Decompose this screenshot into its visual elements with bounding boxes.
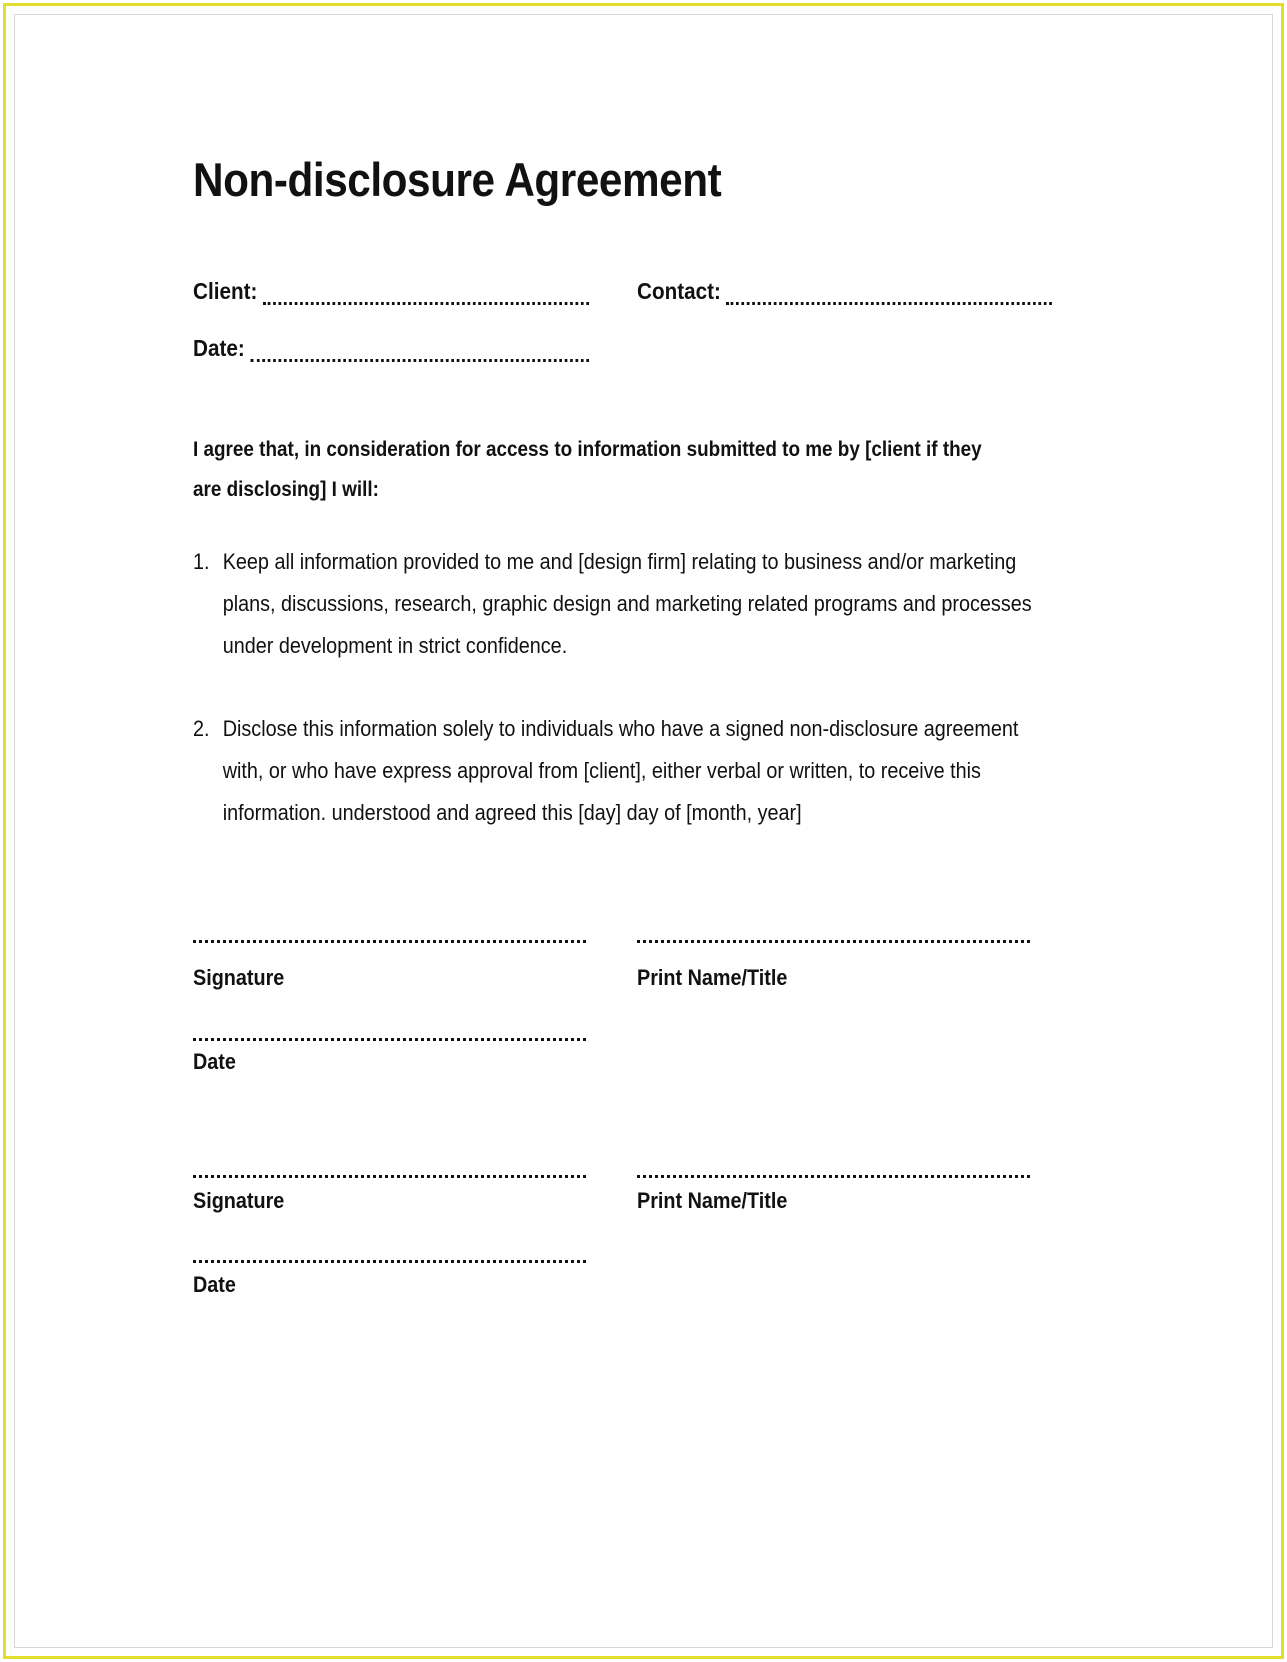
client-field[interactable] xyxy=(193,278,589,305)
print-name-line[interactable] xyxy=(637,1175,1030,1178)
print-name-label: Print Name/Title xyxy=(637,1188,788,1213)
intro-paragraph: I agree that, in consideration for access to information submitted to me by [client if they are disclosing] I will: xyxy=(193,438,982,501)
date-field[interactable] xyxy=(193,335,589,362)
list-item-number: 1. xyxy=(193,549,210,574)
client-label: Client: xyxy=(193,278,258,304)
signature-line[interactable] xyxy=(193,940,586,943)
client-dotted-line[interactable] xyxy=(263,285,589,305)
list-item-text: Disclose this information solely to individuals who have a signed non-disclosure agreement with, or who have express approval from [client], either verbal or written, to receive this information. understood and agreed this [day] day of [month, year] xyxy=(222,716,1019,825)
date-line[interactable] xyxy=(193,1038,586,1041)
contact-label: Contact: xyxy=(637,278,721,304)
list-item-number: 2. xyxy=(193,716,210,741)
date-label: Date xyxy=(193,1049,236,1074)
signature-label: Signature xyxy=(193,965,285,990)
list-item-text: Keep all information provided to me and [design firm] relating to business and/or marketing plans, discussions, research, graphic design and marketing related programs and processes under development in strict confidence. xyxy=(222,549,1032,658)
contact-dotted-line[interactable] xyxy=(726,285,1052,305)
date-label: Date: xyxy=(193,335,245,361)
contact-field[interactable] xyxy=(637,278,1052,305)
print-name-line[interactable] xyxy=(637,940,1030,943)
date-dotted-line[interactable] xyxy=(250,342,588,362)
print-name-label: Print Name/Title xyxy=(637,965,788,990)
list-item xyxy=(193,541,1039,667)
document-title: Non-disclosure Agreement xyxy=(193,153,722,206)
date-line[interactable] xyxy=(193,1260,586,1263)
signature-line[interactable] xyxy=(193,1175,586,1178)
list-item xyxy=(193,708,1039,834)
signature-label: Signature xyxy=(193,1188,285,1213)
date-label: Date xyxy=(193,1272,236,1297)
